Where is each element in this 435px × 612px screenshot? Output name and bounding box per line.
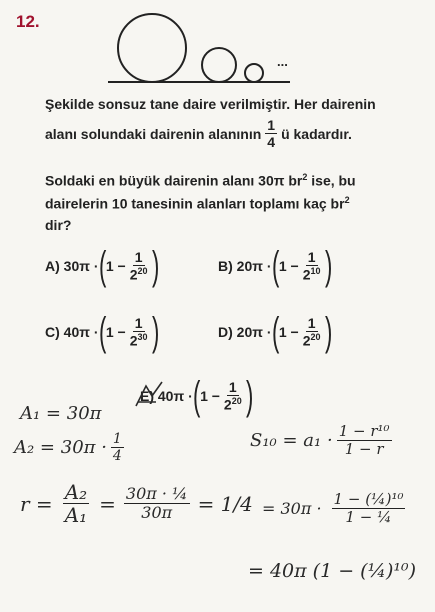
ratio-denominator: 4 (267, 134, 276, 150)
option-coefficient: 40π · (157, 388, 193, 404)
problem-line-4 (45, 195, 350, 212)
problem-line-3 (45, 172, 356, 189)
hand-step-2: = 30π · $\frac{\text{1 − (¼)¹⁰}}{\text{1 − ¼}}$ (262, 490, 404, 526)
ratio-numerator: 1 (267, 117, 276, 133)
continuation-dots: ... (277, 54, 288, 69)
circles-figure (100, 8, 300, 88)
option-e[interactable]: E) 40π · ( 1 − $\frac{1}{2^{20}}$ ) (140, 374, 254, 418)
option-one-minus: 1 − (278, 258, 299, 274)
problem-line-4-sup: 2 (344, 195, 350, 205)
option-b[interactable]: B) 20π · ( 1 − $\frac{1}{2^{10}}$ ) (218, 244, 332, 288)
option-label: E) (140, 388, 154, 404)
option-fraction: $\frac{1}{2^{10}}$ (302, 249, 321, 283)
circle-3 (245, 64, 263, 82)
problem-line-3-after: ise, bu (311, 172, 356, 189)
problem-line-2-after: ü kadardır. (281, 125, 352, 142)
hand-step-2-fraction: $\frac{\text{1 − (¼)¹⁰}}{\text{1 − ¼}}$ (333, 490, 404, 526)
hand-ratio-fraction: $\frac{\text{A₂}}{\text{A₁}}$ (64, 480, 88, 527)
option-fraction: $\frac{1}{2^{20}}$ (302, 315, 321, 349)
problem-line-1: Şekilde sonsuz tane daire verilmiştir. Her dairenin (45, 96, 376, 112)
problem-line-3-before: Soldaki en büyük dairenin alanı 30π br (45, 172, 303, 189)
hand-mid-fraction: $\frac{\text{30π · ¼}}{30\pi}$ (125, 484, 188, 522)
option-fraction: $\frac{1}{2^{30}}$ (129, 315, 148, 349)
answer-tick-mark (132, 380, 164, 410)
problem-line-4-before: dairelerin 10 tanesinin alanları toplamı kaç br (45, 195, 345, 212)
option-d[interactable]: D) 20π · ( 1 − $\frac{1}{2^{20}}$ ) (218, 310, 332, 354)
option-one-minus: 1 − (278, 324, 299, 340)
option-one-minus: 1 − (105, 258, 126, 274)
hand-a2-fraction: $\frac{1}{4}$ (112, 431, 122, 464)
option-coefficient: 40π · (63, 324, 99, 340)
option-one-minus: 1 − (105, 324, 126, 340)
option-label: C) (45, 324, 60, 340)
option-fraction: $\frac{1}{2^{20}}$ (223, 379, 242, 413)
question-number: 12. (16, 12, 40, 31)
hand-result: = 1/4 (197, 491, 253, 516)
circle-2 (202, 48, 236, 82)
option-c[interactable]: C) 40π · ( 1 − $\frac{1}{2^{30}}$ ) (45, 310, 159, 354)
ratio-fraction (265, 118, 277, 149)
option-coefficient: 30π · (63, 258, 99, 274)
option-label: D) (218, 324, 233, 340)
option-coefficient: 20π · (236, 258, 272, 274)
hand-s10: S₁₀ = a₁ · $\frac{\text{1 − r¹⁰}}{1 - r}$ (250, 422, 390, 458)
hand-a1: A₁ = 30π (20, 403, 102, 424)
hand-s10-fraction: $\frac{\text{1 − r¹⁰}}{1 - r}$ (338, 422, 390, 458)
hand-step-3: = 40π (1 − (¼)¹⁰) (248, 560, 417, 582)
option-fraction: $\frac{1}{2^{20}}$ (129, 249, 148, 283)
problem-line-3-sup: 2 (302, 172, 308, 182)
problem-line-5: dir? (45, 217, 72, 233)
circle-1 (118, 14, 186, 82)
problem-line-2-before: alanı solundaki dairenin alanının (45, 125, 262, 142)
option-label: B) (218, 258, 233, 274)
option-label: A) (45, 258, 60, 274)
option-coefficient: 20π · (236, 324, 272, 340)
problem-line-2 (45, 118, 352, 149)
option-one-minus: 1 − (200, 388, 220, 404)
hand-ratio: r = $\frac{\text{A₂}}{\text{A₁}}$ = $\frac{\text{30π · ¼}}{30\pi}$ = 1/4 (20, 480, 253, 527)
hand-a2: A₂ = 30π · $\frac{1}{4}$ (14, 431, 122, 464)
option-a[interactable]: A) 30π · ( 1 − $\frac{1}{2^{20}}$ ) (45, 244, 159, 288)
